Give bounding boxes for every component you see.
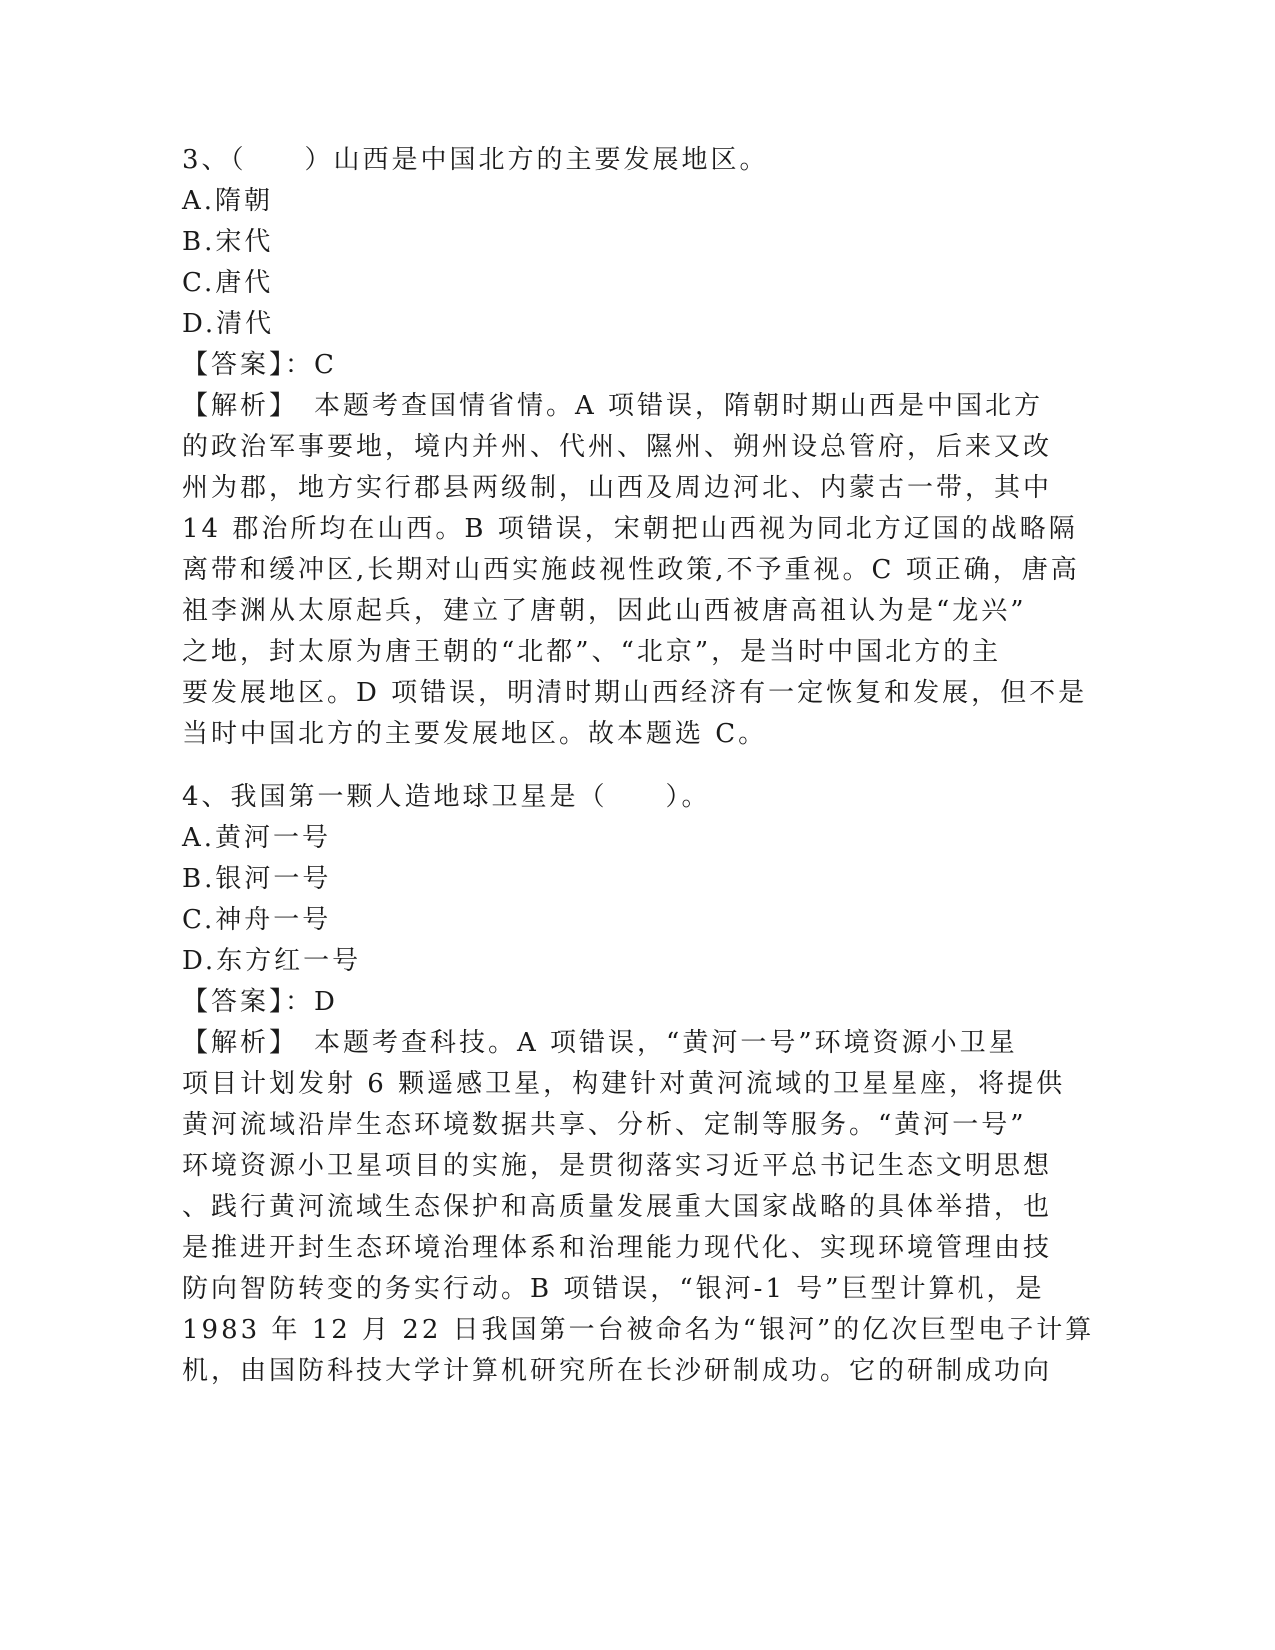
- analysis-line: 的政治军事要地，境内并州、代州、隰州、朔州设总管府，后来又改: [182, 432, 1053, 462]
- option-c: C.唐代: [182, 268, 274, 298]
- analysis-line: 【解析】 本题考查国情省情。A 项错误，隋朝时期山西是中国北方: [182, 391, 1044, 421]
- analysis-line: 是推进开封生态环境治理体系和治理能力现代化、实现环境管理由技: [182, 1233, 1053, 1263]
- option-a: A.隋朝: [182, 186, 274, 216]
- question-3: [182, 140, 1088, 755]
- analysis-paragraph: [182, 386, 1088, 755]
- analysis-line: 、践行黄河流域生态保护和高质量发展重大国家战略的具体举措，也: [182, 1192, 1053, 1222]
- analysis-line: 当时中国北方的主要发展地区。故本题选 C。: [182, 719, 768, 749]
- analysis-line: 【解析】 本题考查科技。A 项错误，“黄河一号”环境资源小卫星: [182, 1028, 1018, 1058]
- analysis-line: 祖李渊从太原起兵，建立了唐朝，因此山西被唐高祖认为是“龙兴”: [182, 596, 1027, 626]
- option-c: C.神舟一号: [182, 905, 332, 935]
- option-d: D.清代: [182, 309, 275, 339]
- question-4: [182, 777, 1095, 1392]
- analysis-line: 1983 年 12 月 22 日我国第一台被命名为“银河”的亿次巨型电子计算: [182, 1315, 1095, 1345]
- option-a: A.黄河一号: [182, 823, 332, 853]
- question-stem: 4、我国第一颗人造地球卫星是（ ）。: [182, 782, 711, 812]
- analysis-line: 机，由国防科技大学计算机研究所在长沙研制成功。它的研制成功向: [182, 1356, 1053, 1386]
- analysis-line: 项目计划发射 6 颗遥感卫星，构建针对黄河流域的卫星星座，将提供: [182, 1069, 1066, 1099]
- question-stem: 3、（ ）山西是中国北方的主要发展地区。: [182, 145, 769, 175]
- option-b: B.宋代: [182, 227, 274, 257]
- analysis-line: 之地，封太原为唐王朝的“北都”、“北京”，是当时中国北方的主: [182, 637, 1002, 667]
- analysis-paragraph: [182, 1023, 1095, 1392]
- analysis-line: 14 郡治所均在山西。B 项错误，宋朝把山西视为同北方辽国的战略隔: [182, 514, 1078, 544]
- analysis-line: 州为郡，地方实行郡县两级制，山西及周边河北、内蒙古一带，其中: [182, 473, 1053, 503]
- answer-line: 【答案】：C: [182, 350, 337, 380]
- option-b: B.银河一号: [182, 864, 332, 894]
- analysis-line: 环境资源小卫星项目的实施，是贯彻落实习近平总书记生态文明思想: [182, 1151, 1053, 1181]
- analysis-line: 要发展地区。D 项错误，明清时期山西经济有一定恢复和发展，但不是: [182, 678, 1088, 708]
- answer-line: 【答案】：D: [182, 987, 338, 1017]
- analysis-line: 黄河流域沿岸生态环境数据共享、分析、定制等服务。“黄河一号”: [182, 1110, 1027, 1140]
- analysis-line: 离带和缓冲区,长期对山西实施歧视性政策,不予重视。C 项正确，唐高: [182, 555, 1080, 585]
- analysis-line: 防向智防转变的务实行动。B 项错误，“银河-1 号”巨型计算机，是: [182, 1274, 1045, 1304]
- option-d: D.东方红一号: [182, 946, 362, 976]
